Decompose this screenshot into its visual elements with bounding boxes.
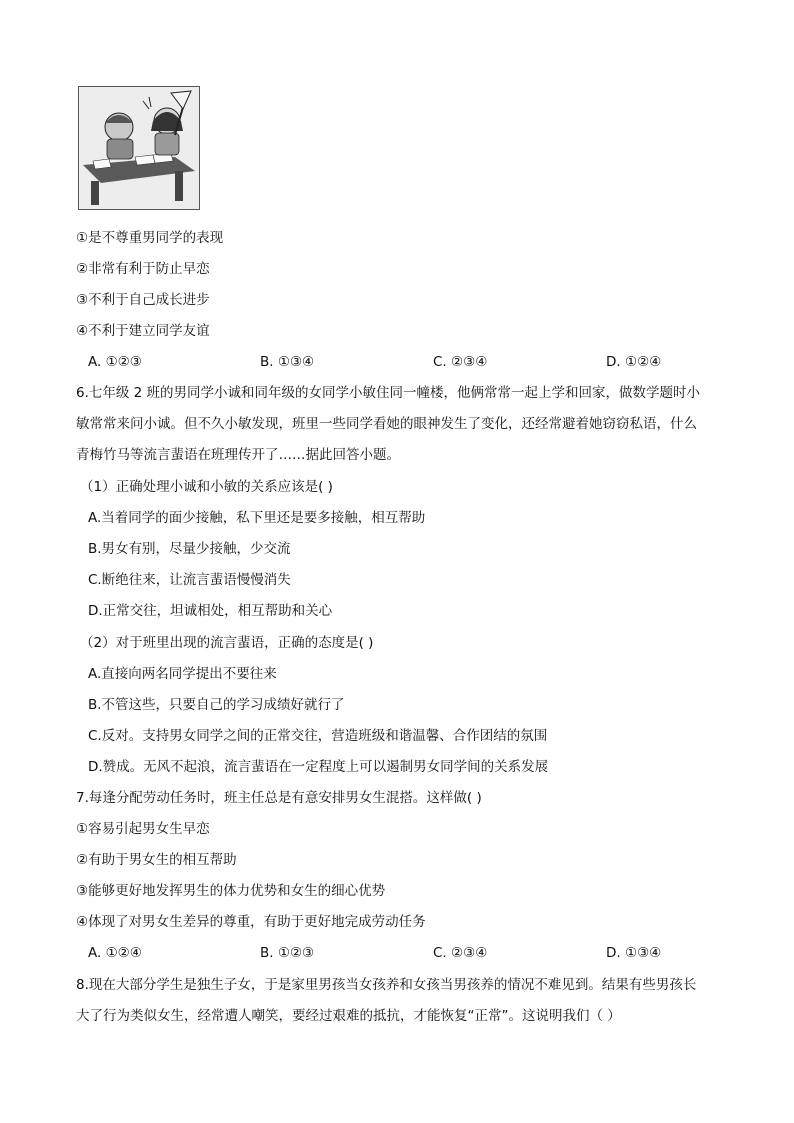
q7-item-4: ④体现了对男女生差异的尊重，有助于更好地完成劳动任务: [76, 914, 426, 930]
q6-stem-line-3: 青梅竹马等流言蜚语在班理传开了……据此回答小题。: [76, 447, 400, 463]
q6-sub1-option-a[interactable]: A.当着同学的面少接触，私下里还是要多接触，相互帮助: [88, 510, 426, 526]
q8-stem-line-1: 8.现在大部分学生是独生子女，于是家里男孩当女孩养和女孩当男孩养的情况不难见到。结果有些男孩长: [76, 977, 697, 993]
q5-item-1: ①是不尊重男同学的表现: [76, 230, 224, 246]
q7-option-b[interactable]: B. ①②③: [260, 945, 315, 961]
q7-option-a[interactable]: A. ①②④: [88, 945, 142, 961]
q6-sub2-stem: （2）对于班里出现的流言蜚语，正确的态度是( ): [80, 635, 374, 651]
q6-sub2-option-a[interactable]: A.直接向两名同学提出不要往来: [88, 666, 277, 682]
q5-item-4: ④不利于建立同学友谊: [76, 323, 210, 339]
q5-option-c[interactable]: C. ②③④: [433, 354, 488, 370]
q6-sub2-option-c[interactable]: C.反对。支持男女同学之间的正常交往，营造班级和谐温馨、合作团结的氛围: [88, 728, 548, 744]
q7-options: [88, 943, 708, 963]
q5-option-a[interactable]: A. ①②③: [88, 354, 142, 370]
students-at-desk-image: [79, 87, 199, 209]
q6-stem-line-1: 6.七年级 2 班的男同学小诚和同年级的女同学小敏住同一幢楼，他俩常常一起上学和回家，做数学题时小: [76, 385, 701, 401]
q7-item-2: ②有助于男女生的相互帮助: [76, 852, 237, 868]
q7-item-1: ①容易引起男女生早恋: [76, 821, 210, 837]
q7-option-c[interactable]: C. ②③④: [433, 945, 488, 961]
q7-stem: 7.每逢分配劳动任务时，班主任总是有意安排男女生混搭。这样做( ): [76, 790, 482, 806]
q8-stem-line-2: 大了行为类似女生，经常遭人嘲笑，要经过艰难的抵抗，才能恢复“正常”。这说明我们（ ）: [76, 1008, 621, 1024]
q5-item-2: ②非常有利于防止早恋: [76, 261, 210, 277]
q5-options: [88, 352, 708, 372]
q6-sub1-option-b[interactable]: B.男女有别，尽量少接触，少交流: [88, 541, 291, 557]
q6-sub1-stem: （1）正确处理小诚和小敏的关系应该是( ): [80, 479, 333, 495]
q5-item-3: ③不利于自己成长进步: [76, 292, 210, 308]
q6-sub1-option-c[interactable]: C.断绝往来，让流言蜚语慢慢消失: [88, 572, 291, 588]
q6-sub1-option-d[interactable]: D.正常交往，坦诚相处，相互帮助和关心: [88, 603, 333, 619]
classroom-illustration: [78, 86, 200, 210]
q6-sub2-option-b[interactable]: B.不管这些，只要自己的学习成绩好就行了: [88, 697, 345, 713]
q5-option-d[interactable]: D. ①②④: [606, 354, 662, 370]
q7-item-3: ③能够更好地发挥男生的体力优势和女生的细心优势: [76, 883, 386, 899]
q7-option-d[interactable]: D. ①③④: [606, 945, 662, 961]
q5-option-b[interactable]: B. ①③④: [260, 354, 315, 370]
q6-stem-line-2: 敏常常来问小诚。但不久小敏发现，班里一些同学看她的眼神发生了变化，还经常避着她窃窃私语，什么: [76, 416, 697, 432]
q6-sub2-option-d[interactable]: D.赞成。无风不起浪，流言蜚语在一定程度上可以遏制男女同学间的关系发展: [88, 759, 549, 775]
